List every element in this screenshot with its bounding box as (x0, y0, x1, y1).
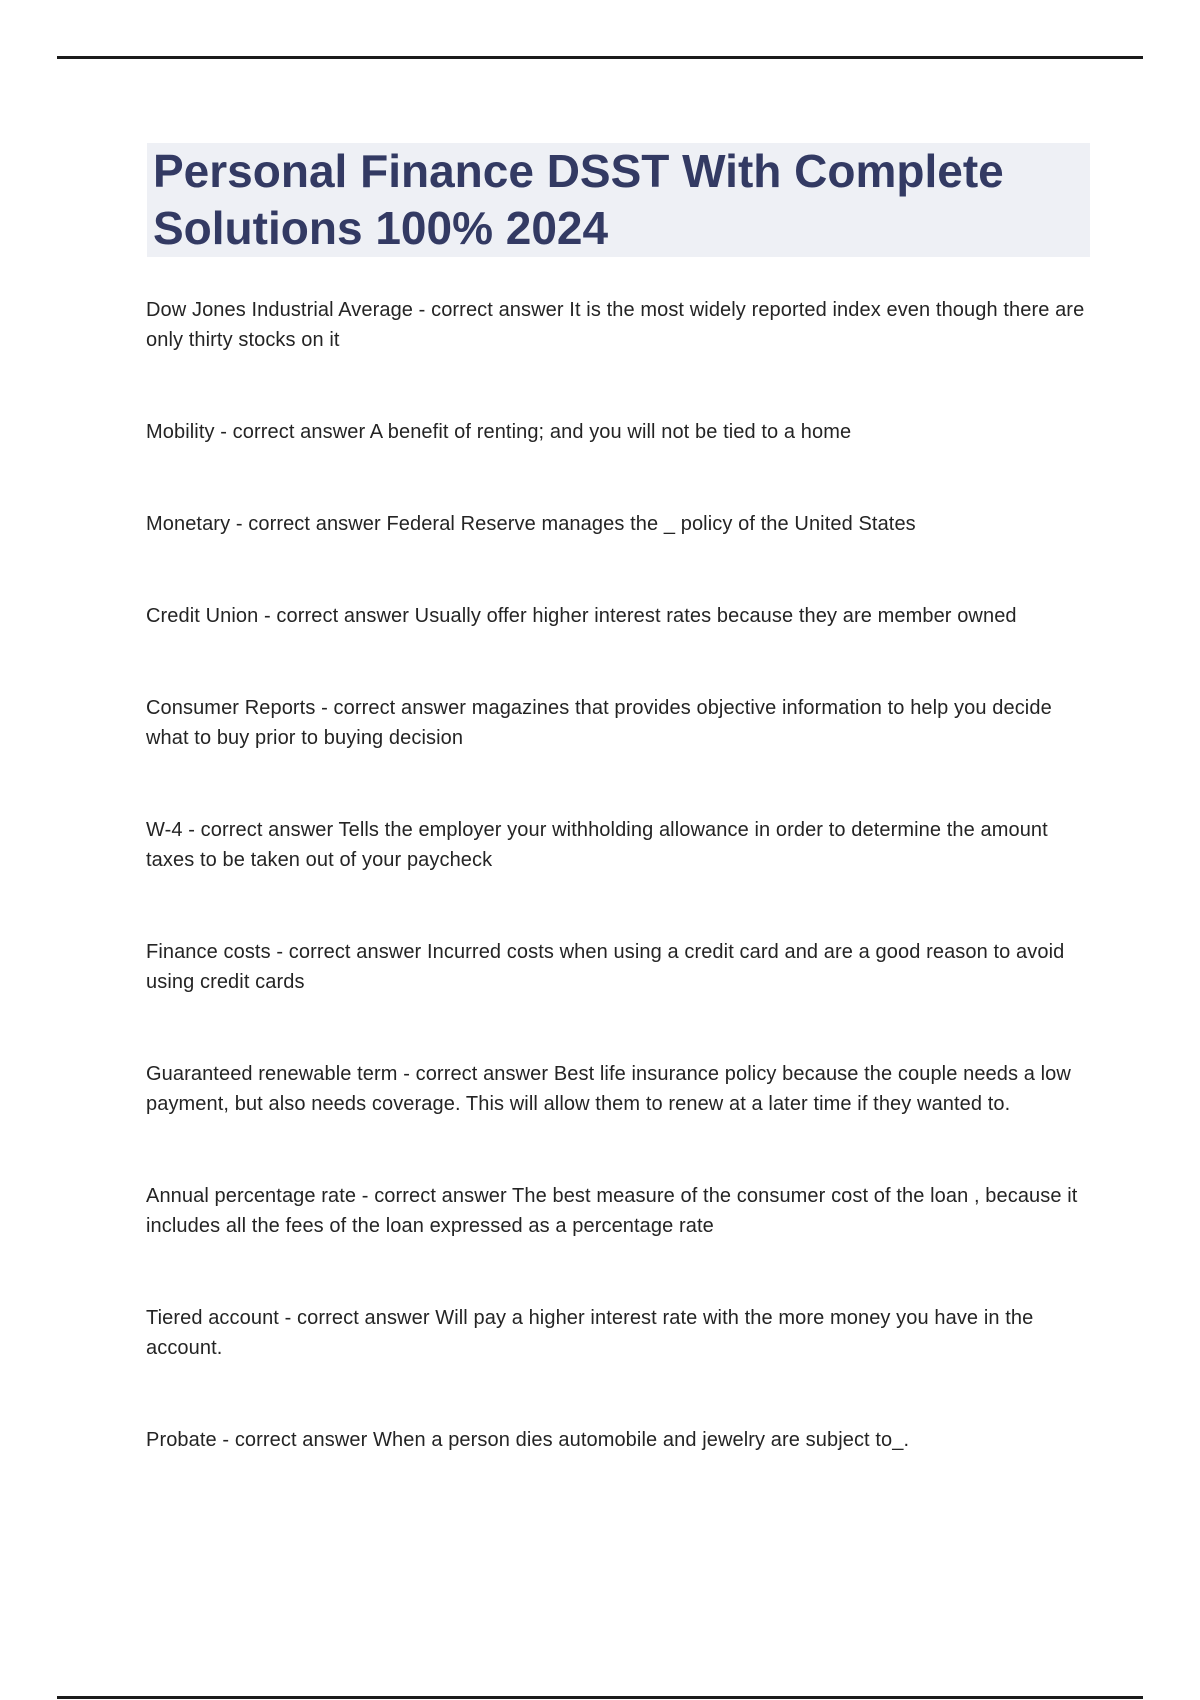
bottom-horizontal-rule (57, 1696, 1143, 1699)
qa-paragraph: Consumer Reports - correct answer magazines that provides objective information to help you decide what to buy prior to buying decision (146, 697, 1052, 749)
qa-paragraph: Annual percentage rate - correct answer The best measure of the consumer cost of the loan , because it includes all the fees of the loan expressed as a percentage rate (146, 1185, 1078, 1237)
top-horizontal-rule (57, 56, 1143, 59)
qa-paragraph: Monetary - correct answer Federal Reserve manages the _ policy of the United States (146, 513, 916, 535)
qa-paragraph: Mobility - correct answer A benefit of renting; and you will not be tied to a home (146, 421, 852, 443)
qa-list (146, 295, 1086, 1517)
qa-paragraph: Tiered account - correct answer Will pay a higher interest rate with the more money you have in the account. (146, 1307, 1034, 1359)
qa-paragraph: Credit Union - correct answer Usually offer higher interest rates because they are member owned (146, 605, 1017, 627)
qa-paragraph: Dow Jones Industrial Average - correct answer It is the most widely reported index even though there are only thirty stocks on it (146, 299, 1085, 351)
page-title: Personal Finance DSST With Complete Solutions 100% 2024 (153, 145, 1004, 254)
qa-paragraph: Guaranteed renewable term - correct answer Best life insurance policy because the couple needs a low payment, but also needs coverage. This will allow them to renew at a later time if they wanted to. (146, 1063, 1071, 1115)
title-highlight-block (147, 143, 1090, 257)
qa-paragraph: Probate - correct answer When a person dies automobile and jewelry are subject to_. (146, 1429, 910, 1451)
qa-paragraph: W-4 - correct answer Tells the employer your withholding allowance in order to determine the amount taxes to be taken out of your paycheck (146, 819, 1048, 871)
qa-paragraph: Finance costs - correct answer Incurred costs when using a credit card and are a good reason to avoid using credit cards (146, 941, 1065, 993)
